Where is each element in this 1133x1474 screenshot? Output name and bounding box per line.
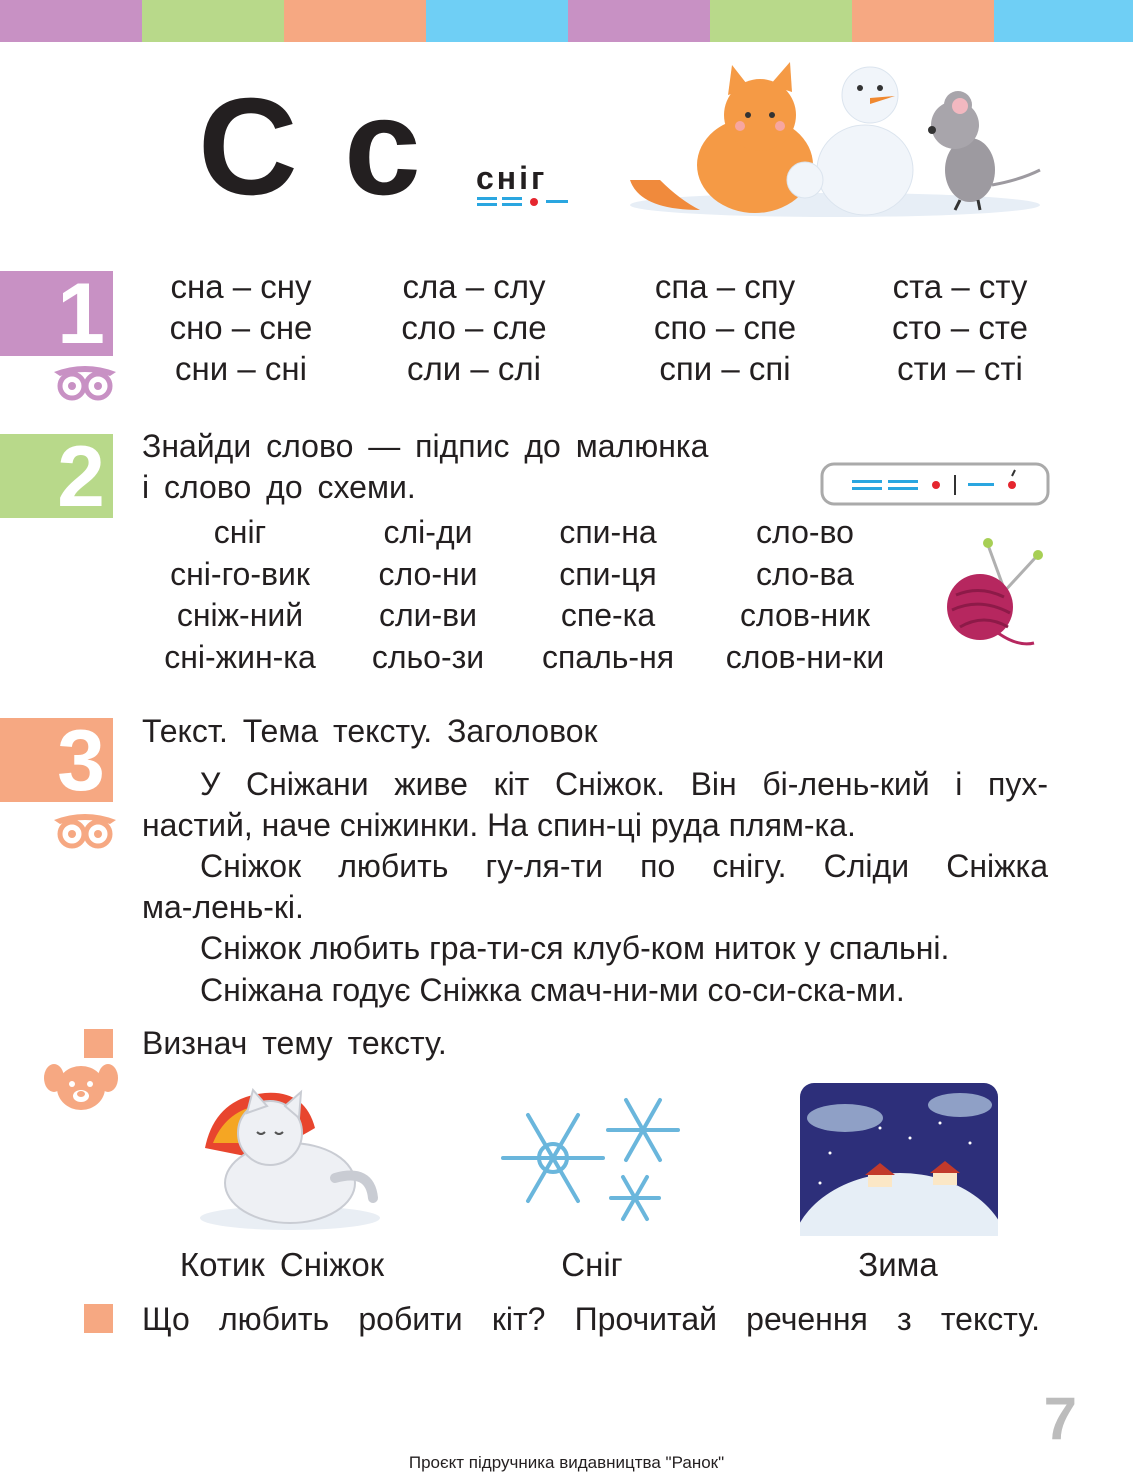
caption-winter: Зима <box>858 1246 938 1283</box>
story-line: Сніжок любить гу-ля-ти по снігу. Сліди Сніжка <box>200 848 1048 884</box>
word: спи-ця <box>559 555 657 592</box>
owl-eyes-icon <box>52 810 118 850</box>
story-line: ма-лень-кі. <box>142 889 304 925</box>
story-line: настий, наче сніжинки. На спин-ці руда плям-ка. <box>142 807 856 843</box>
task-what-cat-likes: Що любить робити кіт? Прочитай речення з тексту. <box>142 1301 1040 1337</box>
instruction-line: Знайди слово — підпис до малюнка <box>142 428 709 464</box>
story-line: Сніжана годує Сніжка смач-ни-ми со-си-ска-ми. <box>200 972 905 1008</box>
footer-note: Проєкт підручника видавництва "Ранок" <box>408 1453 725 1472</box>
story-line: У Сніжани живе кіт Сніжок. Він бі-лень-кий і пух- <box>200 766 1048 802</box>
syllable-column <box>860 266 1060 389</box>
syllable-column <box>374 266 574 389</box>
caption-cat: Котик Сніжок <box>179 1246 385 1283</box>
instruction-line: і слово до схеми. <box>142 469 416 505</box>
exercise-number-1: 1 <box>0 271 113 356</box>
stripe-segment <box>852 0 994 42</box>
word: сло-ва <box>756 555 854 592</box>
snowflakes-picture <box>495 1088 685 1228</box>
syllable-pair: спа – спу <box>654 268 796 305</box>
stripe-segment <box>0 0 142 42</box>
syllable-pair: сни – сні <box>175 350 307 387</box>
syllable-column <box>625 266 825 389</box>
big-letter: С с <box>198 70 425 224</box>
dog-face-icon <box>44 1060 118 1112</box>
syllable-pair: сла – слу <box>402 268 546 305</box>
stripe-segment <box>568 0 710 42</box>
syllable-pair: спи – спі <box>659 350 791 387</box>
word: сло-во <box>756 514 854 550</box>
word-column <box>140 512 340 678</box>
task-marker <box>84 1029 113 1058</box>
syllable-column <box>141 266 341 389</box>
syllable-pair: сно – сне <box>169 309 313 346</box>
word-scheme-icon <box>820 462 1050 506</box>
syllable-pair: сна – сну <box>170 268 312 305</box>
word: слов-ни-ки <box>725 638 885 675</box>
yarn-ball-icon <box>938 535 1048 655</box>
keyword: сніг <box>476 160 548 196</box>
task-define-topic: Визнач тему тексту. <box>142 1025 447 1061</box>
sound-scheme-icon <box>476 194 572 210</box>
stripe-segment <box>710 0 852 42</box>
stripe-segment <box>426 0 568 42</box>
syllable-pair: сли – слі <box>407 350 541 387</box>
word: сло-ни <box>378 555 478 592</box>
page-number: 7 <box>1043 1385 1077 1452</box>
cat-snowman-mouse-illustration <box>620 60 1050 220</box>
exercise-3-title: Текст. Тема тексту. Заголовок <box>142 713 598 749</box>
stripe-segment <box>284 0 426 42</box>
sleeping-cat-picture <box>195 1088 385 1233</box>
caption-snow: Сніг <box>561 1246 623 1283</box>
word: спи-на <box>559 514 657 550</box>
task-marker <box>84 1304 113 1333</box>
word: сні-жин-ка <box>164 638 316 675</box>
word-column <box>338 512 518 678</box>
exercise-2-instruction <box>142 426 708 508</box>
word: слі-ди <box>383 514 473 550</box>
syllable-pair: сти – сті <box>897 350 1023 387</box>
word: слов-ник <box>739 597 871 633</box>
word: сли-ви <box>378 597 478 633</box>
winter-night-picture <box>800 1083 998 1236</box>
word: спе-ка <box>560 597 656 633</box>
syllable-pair: сто – сте <box>892 309 1028 346</box>
syllable-pair: ста – сту <box>892 268 1028 305</box>
word: сніг <box>213 514 267 550</box>
word: спаль-ня <box>541 638 675 675</box>
syllable-pair: сло – сле <box>401 309 547 346</box>
exercise-number-2: 2 <box>0 434 113 518</box>
stripe-segment <box>142 0 284 42</box>
stripe-segment <box>994 0 1133 42</box>
syllable-pair: спо – спе <box>653 309 797 346</box>
word: сні-го-вик <box>170 555 310 592</box>
word-column <box>700 512 910 678</box>
owl-eyes-icon <box>52 362 118 402</box>
story-line: Сніжок любить гра-ти-ся клуб-ком ниток у спальні. <box>200 930 950 966</box>
word: сніж-ний <box>176 597 304 633</box>
exercise-number-3: 3 <box>0 718 113 802</box>
word: сльо-зи <box>371 638 485 675</box>
word-column <box>518 512 698 678</box>
